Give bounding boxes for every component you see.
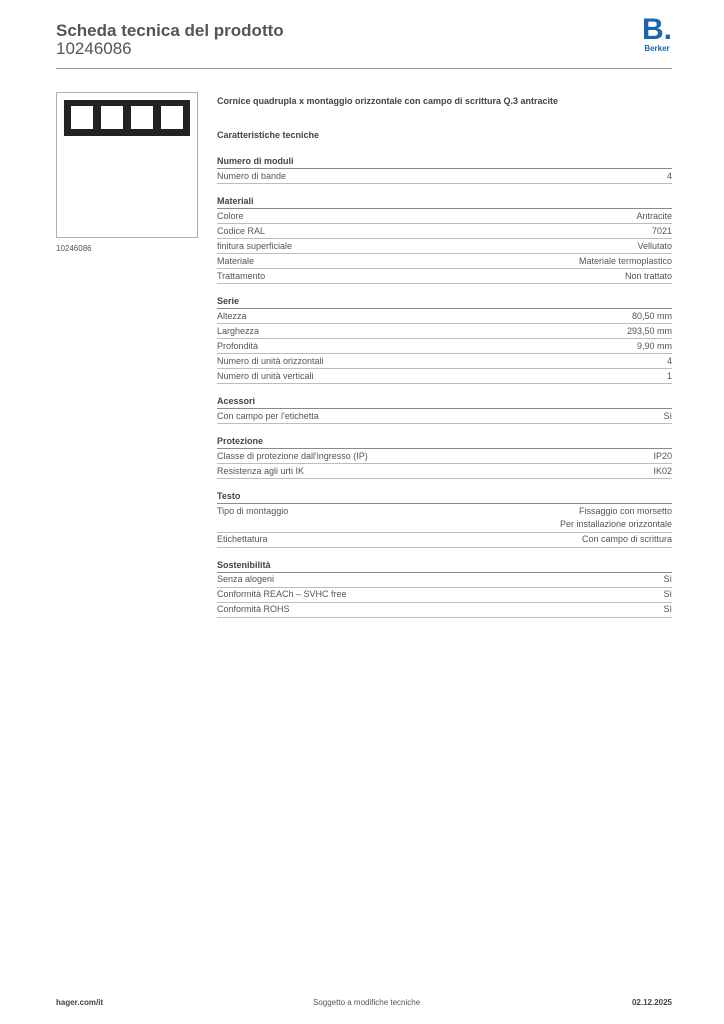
logo-letter: B (641, 13, 664, 46)
spec-value: 9,90 mm (636, 340, 672, 351)
spec-row (217, 603, 672, 618)
spec-row (217, 239, 672, 254)
frame-window (131, 106, 153, 129)
logo-name: Berker (644, 44, 670, 53)
spec-row (217, 309, 672, 324)
spec-row (217, 169, 672, 184)
product-code: 10246086 (56, 39, 132, 58)
spec-label: Classe di protezione dall'ingresso (IP) (217, 450, 368, 461)
berker-logo (640, 13, 674, 54)
spec-group-title: Numero di moduli (217, 156, 672, 169)
spec-value: Sì (663, 604, 672, 614)
spec-label: finitura superficiale (217, 240, 293, 251)
frame-window (161, 106, 183, 129)
header-divider (56, 68, 672, 69)
spec-row (217, 533, 672, 548)
footer-date: 02.12.2025 (631, 998, 672, 1007)
spec-value: IK02 (653, 465, 672, 476)
spec-group (217, 196, 672, 284)
spec-value: Materiale termoplastico (578, 255, 672, 266)
spec-label: Larghezza (217, 325, 260, 336)
spec-value: Antracite (636, 210, 672, 221)
spec-group-title: Serie (217, 296, 672, 309)
spec-label: Conformità ROHS (217, 604, 290, 614)
spec-value: Fissaggio con morsetto Per installazione orizzontale (559, 505, 672, 529)
spec-group-title: Materiali (217, 196, 672, 209)
frame-illustration (64, 100, 190, 136)
spec-row (217, 224, 672, 239)
spec-row (217, 354, 672, 369)
spec-group-title: Testo (217, 491, 672, 504)
spec-group (217, 296, 672, 384)
spec-label: Resistenza agli urti IK (217, 465, 305, 476)
spec-label: Trattamento (217, 270, 266, 281)
spec-label: Altezza (217, 310, 247, 321)
spec-value: 1 (666, 370, 672, 381)
spec-value: Non trattato (624, 270, 672, 281)
spec-group (217, 560, 672, 618)
spec-label: Materiale (217, 255, 255, 266)
spec-value: Con campo di scrittura (581, 534, 672, 544)
spec-label: Codice RAL (217, 225, 266, 236)
spec-content (217, 96, 672, 618)
spec-value: 293,50 mm (626, 325, 672, 336)
spec-groups (217, 156, 672, 618)
spec-label: Numero di unità verticali (217, 370, 314, 381)
spec-value: 7021 (651, 225, 672, 236)
spec-value: Vellutato (637, 240, 672, 251)
spec-row (217, 449, 672, 464)
spec-label: Conformità REACh – SVHC free (217, 589, 347, 599)
spec-row (217, 254, 672, 269)
frame-window (71, 106, 93, 129)
spec-label: Colore (217, 210, 244, 221)
spec-row (217, 588, 672, 603)
spec-row (217, 269, 672, 284)
spec-group-title: Protezione (217, 436, 672, 449)
spec-row (217, 573, 672, 588)
product-name: Cornice quadrupla x montaggio orizzontale con campo di scrittura Q.3 antracite (217, 96, 559, 106)
spec-value: 4 (666, 355, 672, 366)
logo-mark: B. (641, 13, 672, 46)
spec-label: Profondità (217, 340, 259, 351)
spec-label: Con campo per l'etichetta (217, 410, 319, 421)
spec-value: Sì (663, 574, 672, 584)
spec-value: IP20 (653, 450, 672, 461)
spec-label: Numero di unità orizzontali (217, 355, 324, 366)
spec-group (217, 491, 672, 548)
frame-window (101, 106, 123, 129)
spec-row (217, 339, 672, 354)
specs-title: Caratteristiche tecniche (217, 130, 320, 140)
product-image (56, 92, 198, 238)
spec-value: Sì (663, 410, 672, 421)
spec-group-title: Acessori (217, 396, 672, 409)
footer-website: hager.com/it (56, 998, 104, 1007)
spec-label: Tipo di montaggio (217, 505, 289, 516)
spec-group (217, 156, 672, 184)
spec-group-title: Sostenibilità (217, 560, 672, 573)
spec-group (217, 396, 672, 424)
spec-row (217, 324, 672, 339)
spec-value: 4 (666, 170, 672, 181)
page-title: Scheda tecnica del prodotto (56, 21, 284, 40)
spec-label: Etichettatura (217, 534, 268, 544)
footer-note: Soggetto a modifiche tecniche (313, 998, 421, 1007)
spec-row (217, 209, 672, 224)
spec-row (217, 369, 672, 384)
spec-row (217, 464, 672, 479)
spec-label: Numero di bande (217, 170, 287, 181)
spec-row (217, 504, 672, 533)
image-caption: 10246086 (56, 244, 92, 253)
spec-row (217, 409, 672, 424)
spec-value: 80,50 mm (631, 310, 672, 321)
spec-group (217, 436, 672, 479)
spec-label: Senza alogeni (217, 574, 275, 584)
spec-value: Sì (663, 589, 672, 599)
